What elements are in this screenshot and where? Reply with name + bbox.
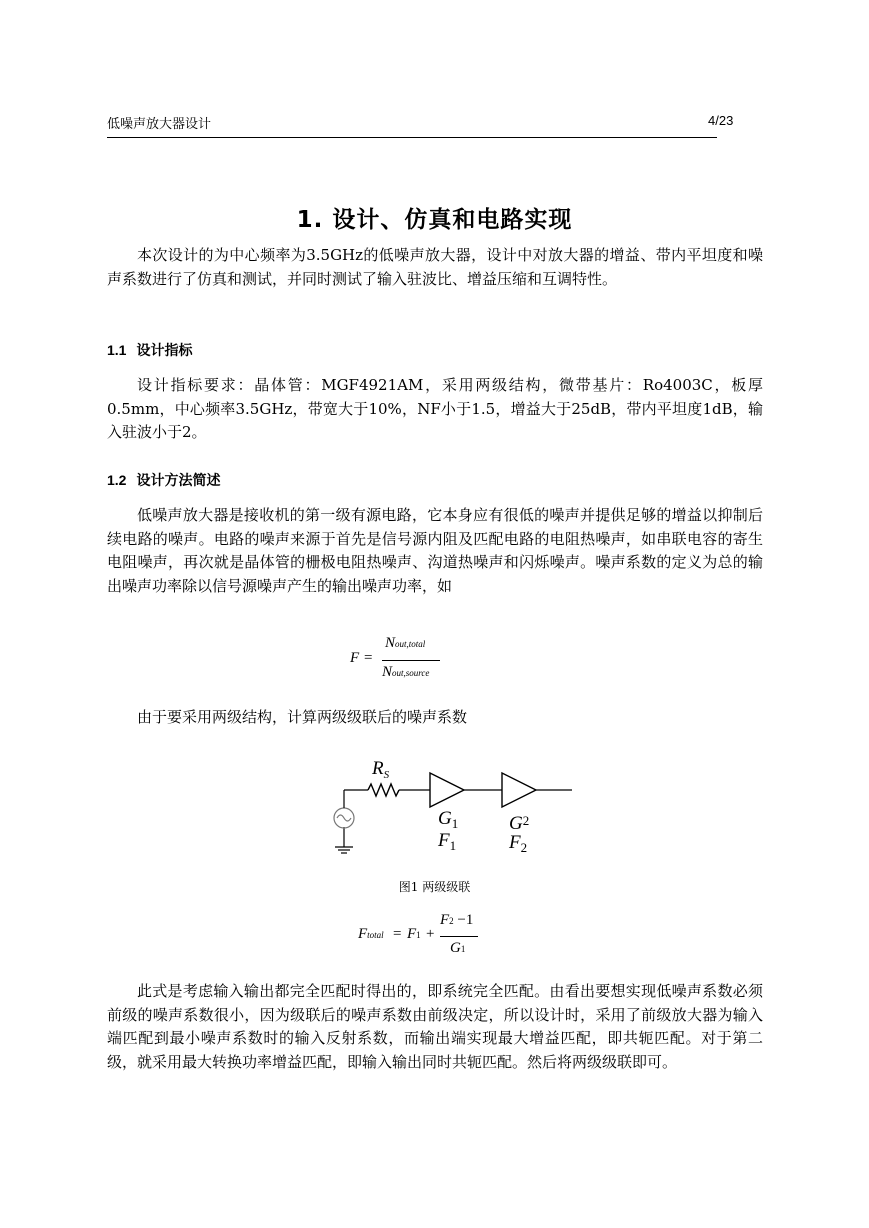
eq2-numerator-rest: −1 [453, 912, 474, 928]
method-paragraph: 低噪声放大器是接收机的第一级有源电路，它本身应有很低的噪声并提供足够的增益以抑制后续电路的噪声。电路的噪声来源于首先是信号源内阻及匹配电路的电阻热噪声，如串联电容的寄生电阻噪声，再次就是晶体管的栅极电阻热噪声、沟道热噪声和闪烁噪声。噪声系数的定义为总的输出噪声功率除以信号源噪声产生的输出噪声功率，如 [107, 506, 763, 595]
header-rule [107, 137, 717, 138]
section-number: 1.2 [107, 472, 127, 488]
eq2-numerator: F [440, 912, 450, 928]
eq1-denominator: N [382, 664, 393, 680]
spec-paragraph: 设计指标要求：晶体管：MGF4921AM，采用两级结构，微带基片：Ro4003C，板厚0.5mm，中心频率3.5GHz，带宽大于10%，NF小于1.5，增益大于25dB，带内平坦度1dB，输入驻波小于2。 [107, 376, 763, 441]
eq2-term1: F [407, 926, 417, 942]
eq1-fraction-bar [382, 660, 440, 661]
cascade-circuit-svg [320, 752, 580, 857]
eq2-term1-sub: 1 [416, 930, 421, 940]
figure-caption: 图1 两级级联 [398, 880, 471, 894]
intro-paragraph: 本次设计的为中心频率为3.5GHz的低噪声放大器，设计中对放大器的增益、带内平坦度和噪声系数进行了仿真和测试，并同时测试了输入驻波比、增益压缩和互调特性。 [107, 246, 763, 288]
eq1-denominator-sub: out,source [392, 668, 430, 678]
f2-label: $F_2$ [509, 832, 528, 855]
section-title: 设计指标 [136, 343, 193, 359]
cascade-paragraph: 由于要采用两级结构，计算两级级联后的噪声系数 [137, 708, 468, 726]
amplifier-1-icon [430, 773, 464, 807]
header-doc-title: 低噪声放大器设计 [107, 117, 212, 132]
eq2-denominator-sub: 1 [460, 944, 466, 954]
eq1-lhs: F [350, 650, 360, 666]
eq1-numerator-sub: out,total [395, 639, 426, 649]
eq2-fraction-bar [440, 936, 478, 937]
chapter-title: 1. 设计、仿真和电路实现 [296, 207, 573, 233]
eq2-plus: + [426, 926, 435, 942]
resistor-icon [368, 784, 399, 796]
eq2-lhs: F [358, 926, 368, 942]
two-stage-cascade-diagram [320, 752, 580, 861]
eq1-numerator: N [385, 635, 396, 651]
eq2-equals: = [393, 926, 402, 942]
eq2-denominator: G [450, 940, 461, 956]
conclusion-paragraph: 此式是考虑输入输出都完全匹配时得出的，即系统完全匹配。由看出要想实现低噪声系数必须前级的噪声系数很小，因为级联后的噪声系数由前级决定，所以设计时，采用了前级放大器为输入端匹配到最小噪声系数时的输入反射系数，而输出端实现最大增益匹配，即共轭匹配。对于第二级，就采用最大转换功率增益匹配，即输入输出同时共轭匹配。然后将两级级联即可。 [107, 982, 763, 1071]
header-page-number: 4/23 [708, 113, 734, 128]
eq2-lhs-sub: total [367, 930, 384, 940]
eq2-numerator-sub: 2 [449, 916, 454, 926]
eq1-equals: = [364, 650, 373, 666]
rs-label: $R_S$ [372, 758, 390, 781]
section-heading-1-2 [107, 470, 220, 490]
section-title: 设计方法简述 [136, 473, 221, 489]
section-number: 1.1 [107, 342, 127, 358]
amplifier-2-icon [502, 773, 536, 807]
g2-label: $G^2$ [509, 813, 530, 834]
section-heading-1-1 [107, 340, 192, 360]
f1-label: $F_1$ [438, 830, 457, 853]
g1-label: $G_1$ [438, 808, 459, 831]
